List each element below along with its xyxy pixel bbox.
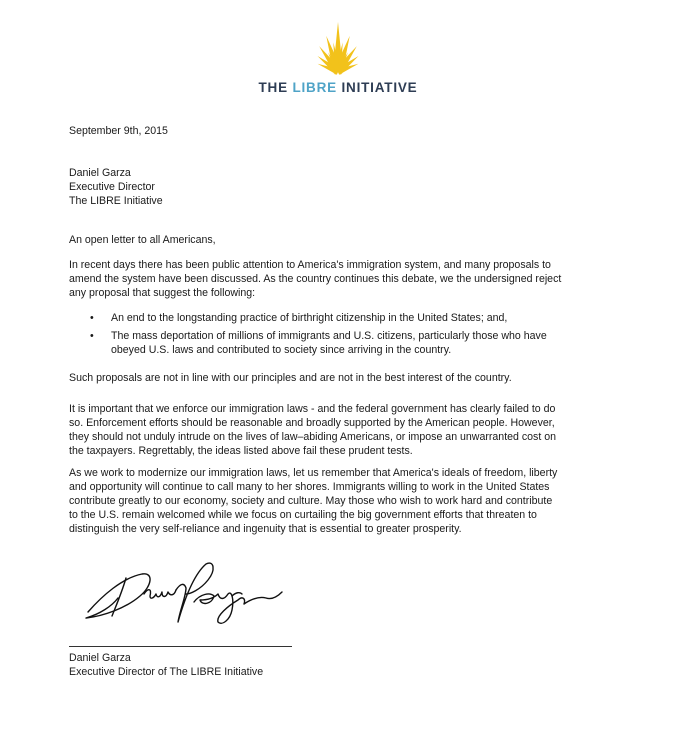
closing-title: Executive Director of The LIBRE Initiative: [69, 666, 264, 678]
libre-initiative-logo: [248, 20, 428, 100]
closing-block: [69, 651, 614, 679]
salutation: An open letter to all Americans,: [69, 234, 216, 246]
logo-wordmark: THE LIBRE INITIATIVE: [258, 80, 418, 95]
closing-name: Daniel Garza: [69, 652, 131, 664]
enforcement-paragraph: It is important that we enforce our immigration laws - and the federal government has clearly failed to do so. Enforcement efforts should be reasonable and broadly supported by the American people. However, they should not unduly intrude on the lives of law–abiding Americans, or impose an unwarranted cost on the taxpayers. Regrettably, the ideas listed above fail these prudent tests.: [69, 403, 557, 457]
sender-name: Daniel Garza: [69, 167, 131, 179]
sunburst-icon: [298, 20, 378, 78]
modernize-paragraph: As we work to modernize our immigration laws, let us remember that America's ideals of freedom, liberty and opportunity will continue to call many to her shores. Immigrants willing to work in the United States contribute greatly to our economy, society and culture. May those who wish to work hard and contribute to the U.S. remain welcomed while we focus on curtailing the big government efforts that threaten to distinguish the very self-reliance and ingenuity that is essential to greater prosperity.: [69, 467, 558, 535]
letter-date: September 9th, 2015: [69, 125, 168, 137]
list-item: • The mass deportation of millions of immigrants and U.S. citizens, particularly those who have obeyed U.S. laws and contributed to society since arriving in the country.: [90, 330, 547, 356]
sender-org: The LIBRE Initiative: [69, 195, 163, 207]
intro-paragraph: In recent days there has been public attention to America's immigration system, and many proposals to amend the system have been discussed. As the country continues this debate, we the undersigned reject any proposal that suggest the following:: [69, 259, 562, 299]
signature-text: Daniel Garza: [82, 556, 88, 557]
list-item: • An end to the longstanding practice of birthright citizenship in the United States; and,: [90, 312, 508, 324]
sender-block: [69, 166, 614, 208]
rejected-proposals-list: [69, 311, 614, 357]
handwritten-signature: [82, 556, 292, 636]
signature-line: [69, 646, 292, 647]
principles-paragraph: Such proposals are not in line with our principles and are not in the best interest of the country.: [69, 372, 512, 384]
sender-title: Executive Director: [69, 181, 155, 193]
